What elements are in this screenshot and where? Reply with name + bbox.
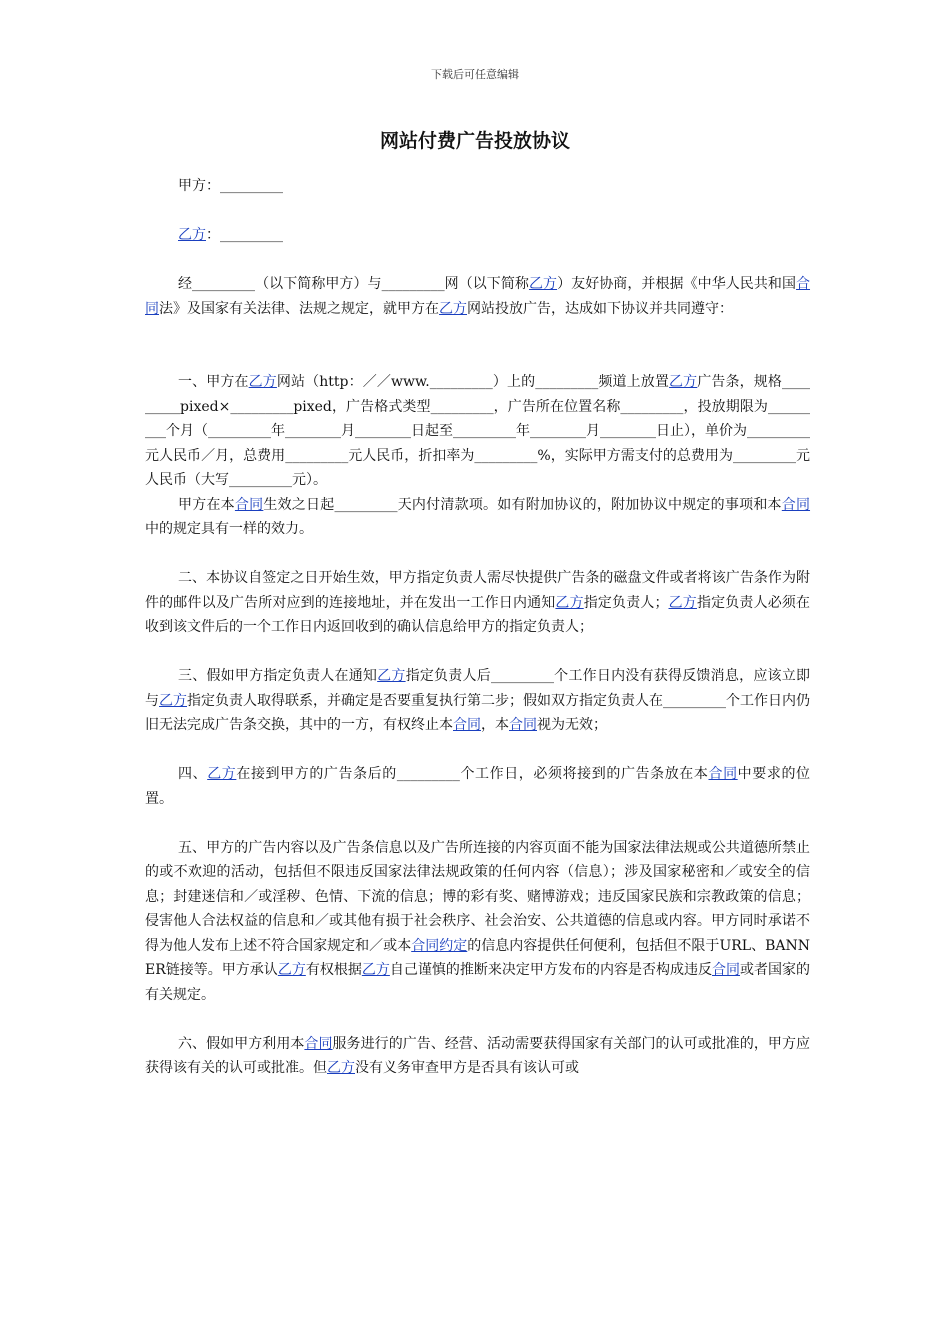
document-title: 网站付费广告投放协议 — [379, 130, 570, 152]
paragraph-text: 中要求的位置。 — [145, 766, 811, 807]
party-b-link[interactable]: 乙方 — [178, 227, 206, 243]
contract-term-link[interactable]: 乙方 — [669, 374, 698, 390]
paragraph-text: 指定负责人取得联系，并确定是否要重复执行第二步；假如双方指定负责人在_________个工作日内仍旧无法完成广告条交换，其中的一方，有权终止本 — [145, 692, 810, 733]
paragraph-text: 四、 — [178, 766, 208, 782]
contract-term-link[interactable]: 合同 — [304, 1035, 333, 1052]
paragraph-text: 指定负责人后_________个工作日内没有获得反馈消息，应该立即与 — [145, 668, 811, 709]
paragraph-text: ）友好协商，并根据《中华人民共和国 — [557, 276, 797, 292]
contract-term-link[interactable]: 合同 — [509, 717, 537, 733]
paragraph-text: 自己谨慎的推断来决定甲方发布的内容是否构成违反 — [389, 962, 712, 978]
paragraph-text: 三、假如甲方指定负责人在通知 — [178, 668, 378, 684]
contract-term-link[interactable]: 合同 — [145, 276, 811, 317]
paragraph-text: 二、本协议自签定之日开始生效，甲方指定负责人需尽快提供广告条的磁盘文件或者将该广告条作为附件的邮件以及广告所对应到的连接地址，并在发出一工作日内通知 — [145, 570, 810, 611]
paragraph-intro — [145, 272, 810, 321]
paragraph-text: 指定负责人； — [583, 594, 669, 611]
contract-term-link[interactable]: 乙方 — [327, 1060, 355, 1076]
contract-term-link[interactable]: 合同约定 — [411, 937, 468, 954]
paragraph-clause-1 — [145, 370, 810, 493]
paragraph-clause-1b — [145, 493, 810, 542]
contract-term-link[interactable]: 乙方 — [668, 594, 697, 611]
paragraph-text: 网站（http：／／www._________）上的_________频道上放置 — [276, 374, 670, 390]
paragraph-text: 生效之日起_________天内付清款项。如有附加协议的，附加协议中规定的事项和本 — [263, 496, 782, 513]
contract-term-link[interactable]: 乙方 — [361, 962, 390, 978]
paragraph-text: 中的规定具有一样的效力。 — [145, 521, 313, 537]
paragraph-text: 网站投放广告，达成如下协议并共同遵守： — [467, 300, 733, 317]
paragraph-clause-2 — [145, 566, 810, 640]
paragraph-text: 一、甲方在 — [178, 374, 249, 390]
paragraph-text: 视为无效； — [537, 717, 607, 733]
paragraph-text: 法》及国家有关法律、法规之规定，就甲方在 — [159, 300, 439, 317]
party-b-text: ：_________ — [206, 227, 283, 243]
paragraph-clause-4 — [145, 762, 810, 811]
paragraph-text: 五、甲方的广告内容以及广告条信息以及广告所连接的内容页面不能为国家法律法规或公共道德所禁止的或不欢迎的活动，包括但不限违反国家法律法规政策的任何内容（信息）；涉及国家秘密和／或安全的信息；封建迷信和／或淫秽、色情、下流的信息；博的彩有奖、赌博游戏；违反国家民族和宗教政策的信息；侵害他人合法权益的信息和／或其他有损于社会秩序、社会治安、公共道德的信息或内容。甲方同时承诺不得为他人发布上述不符合国家规定和／或本 — [145, 839, 810, 954]
page-header-note: 下载后可任意编辑 — [431, 68, 519, 81]
paragraph-clause-6 — [145, 1032, 810, 1081]
paragraph-text: 广告条，规格_________pixed×_________pixed，广告格式类型_________，广告所在位置名称_________，投放期限为_________个月（_________年________月________日起至_________年________月________日止），单价为_________元人民币／月，总费用_________元人民币，折扣率为_________%，实际甲方需支付的总费用为_________元人民币（大写_________元）。 — [145, 374, 811, 488]
contract-term-link[interactable]: 乙方 — [277, 962, 306, 978]
contract-term-link[interactable]: 乙方 — [207, 766, 237, 782]
contract-term-link[interactable]: 合同 — [234, 496, 264, 513]
paragraph-text: 指定负责人必须在收到该文件后的一个工作日内返回收到的确认信息给甲方的指定负责人； — [145, 594, 811, 635]
paragraph-clause-5 — [145, 836, 810, 1008]
paragraph-text: 没有义务审查甲方是否具有该认可或 — [355, 1060, 579, 1076]
contract-term-link[interactable]: 乙方 — [439, 300, 467, 317]
paragraph-text: 的信息内容提供任何便利，包括但不限于URL、BANNER链接等。甲方承认 — [145, 937, 810, 978]
contract-term-link[interactable]: 合同 — [712, 962, 741, 978]
paragraph-text: 或者国家的有关规定。 — [145, 962, 811, 1003]
paragraph-text: 六、假如甲方利用本 — [178, 1035, 305, 1052]
contract-term-link[interactable]: 合同 — [453, 717, 481, 733]
paragraph-clause-3 — [145, 664, 810, 738]
paragraph-text: 在接到甲方的广告条后的_________个工作日，必须将接到的广告条放在本 — [236, 766, 709, 782]
paragraph-text: 甲方在本 — [178, 496, 235, 513]
contract-term-link[interactable]: 乙方 — [248, 374, 277, 390]
contract-term-link[interactable]: 乙方 — [377, 668, 406, 684]
party-a-line — [145, 174, 810, 199]
party-a-text: 甲方：_________ — [178, 178, 283, 194]
paragraph-text: 经_________（以下简称甲方）与_________网（以下简称 — [178, 276, 529, 292]
contract-term-link[interactable]: 乙方 — [528, 276, 558, 292]
document-body — [145, 174, 810, 1081]
paragraph-text: ，本 — [481, 717, 509, 733]
contract-term-link[interactable]: 合同 — [708, 766, 738, 782]
contract-term-link[interactable]: 合同 — [781, 496, 811, 513]
contract-term-link[interactable]: 乙方 — [555, 594, 584, 611]
party-b-line — [145, 223, 810, 248]
paragraph-text: 有权根据 — [305, 962, 362, 978]
contract-term-link[interactable]: 乙方 — [159, 692, 187, 709]
paragraph-text: 服务进行的广告、经营、活动需要获得国家有关部门的认可或批准的，甲方应获得该有关的认可或批准。但 — [145, 1035, 811, 1076]
